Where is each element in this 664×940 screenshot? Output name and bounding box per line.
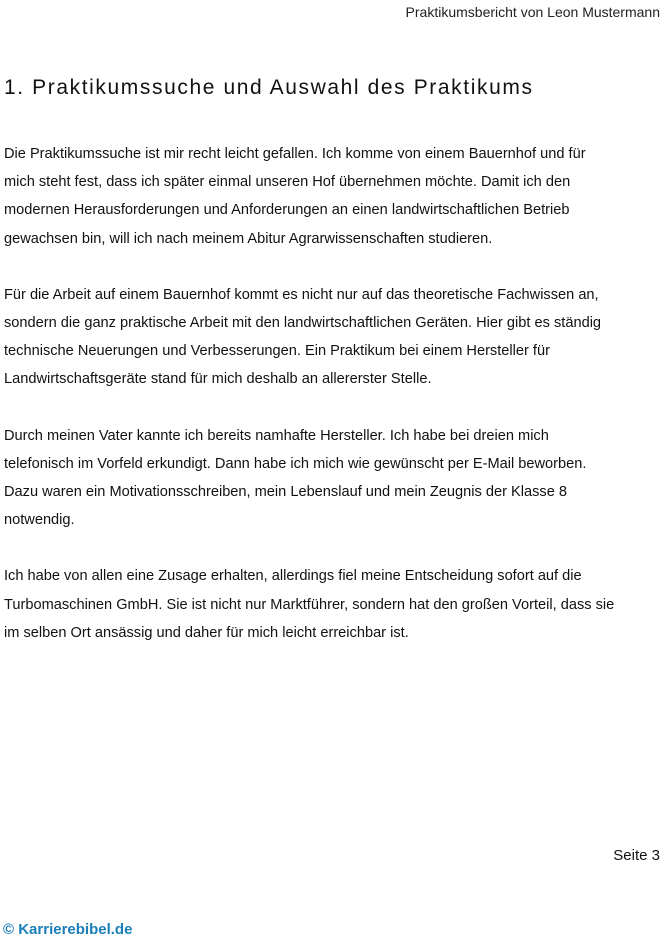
text-line: sondern die ganz praktische Arbeit mit den landwirtschaftlichen Geräten. Hier gibt es ständig <box>4 315 602 332</box>
section-title: 1. Praktikumssuche und Auswahl des Praktikums <box>4 76 534 99</box>
text-line: Für die Arbeit auf einem Bauernhof kommt es nicht nur auf das theoretische Fachwissen an, <box>4 286 599 303</box>
text-line: telefonisch im Vorfeld erkundigt. Dann habe ich mich wie gewünscht per E-Mail beworben. <box>4 455 587 472</box>
text-line: Die Praktikumssuche ist mir recht leicht gefallen. Ich komme von einem Bauernhof und für <box>4 146 586 162</box>
text-line: Turbomaschinen GmbH. Sie ist nicht nur Marktführer, sondern hat den großen Vorteil, dass sie <box>4 596 615 613</box>
text-line: Ich habe von allen eine Zusage erhalten, allerdings fiel meine Entscheidung sofort auf die <box>4 568 582 585</box>
text-line: technische Neuerungen und Verbesserungen. Ein Praktikum bei einem Hersteller für <box>4 343 550 360</box>
text-line: Dazu waren ein Motivationsschreiben, mein Lebenslauf und mein Zeugnis der Klasse 8 <box>4 484 567 501</box>
text-line: mich steht fest, dass ich später einmal unseren Hof übernehmen möchte. Damit ich den <box>4 174 571 191</box>
brand-link[interactable]: © Karrierebibel.de <box>3 921 133 938</box>
document-header: Praktikumsbericht von Leon Mustermann <box>405 4 660 20</box>
paragraph-4 <box>4 562 660 647</box>
paragraph-1 <box>4 140 660 253</box>
text-line: im selben Ort ansässig und daher für mich leicht erreichbar ist. <box>4 624 409 641</box>
text-line: Durch meinen Vater kannte ich bereits namhafte Hersteller. Ich habe bei dreien mich <box>4 427 549 444</box>
text-line: modernen Herausforderungen und Anforderungen an einen landwirtschaftlichen Betrieb <box>4 202 570 219</box>
page-number: Seite 3 <box>613 847 660 864</box>
text-line: notwendig. <box>4 512 75 529</box>
paragraph-2 <box>4 281 660 394</box>
text-line: Landwirtschaftsgeräte stand für mich deshalb an allererster Stelle. <box>4 371 432 388</box>
text-line: gewachsen bin, will ich nach meinem Abitur Agrarwissenschaften studieren. <box>4 230 493 247</box>
body-text <box>4 140 660 675</box>
paragraph-3 <box>4 422 660 535</box>
